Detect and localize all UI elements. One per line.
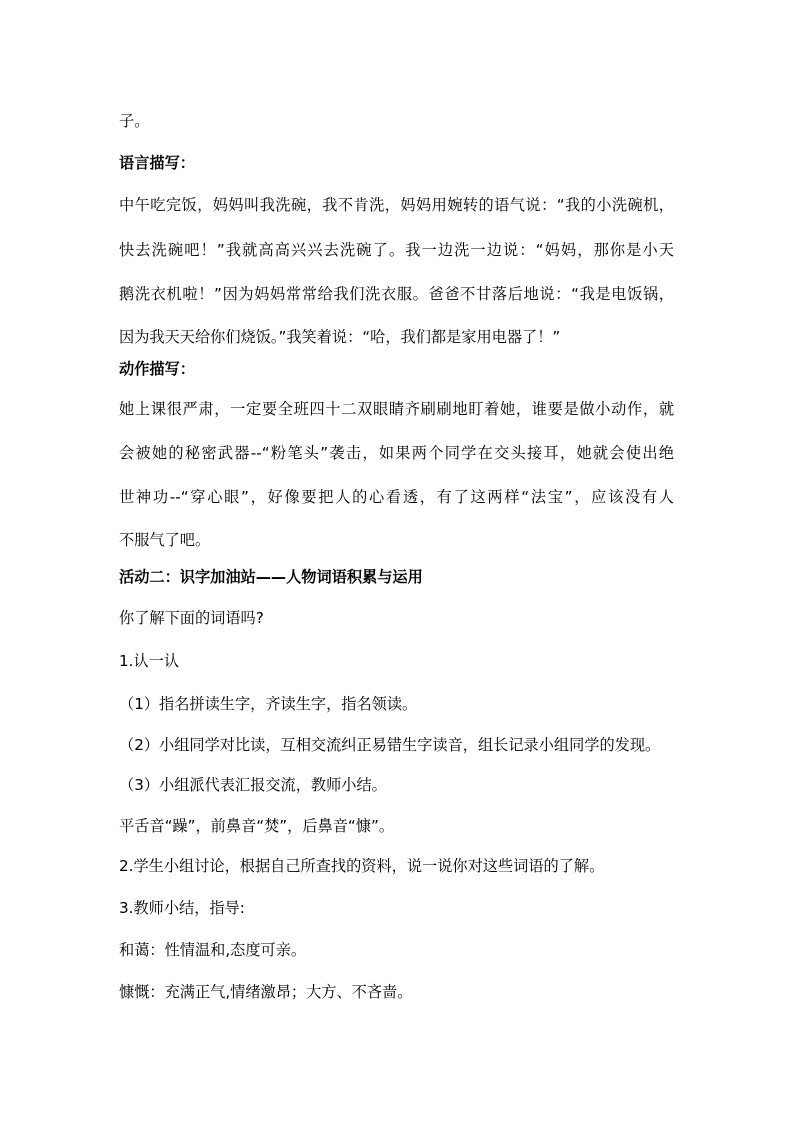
section-heading: 活动二：识字加油站——人物词语积累与运用	[119, 568, 423, 586]
list-item: 3.教师小结，指导:	[119, 899, 245, 917]
definition-line: 慷慨：充满正气,情绪激昂；大方、不吝啬。	[119, 983, 413, 1001]
paragraph-line: 会被她的秘密武器--“粉笔头”袭击，如果两个同学在交头接耳，她就会使出绝	[119, 444, 674, 462]
paragraph-line: 快去洗碗吧！”我就高高兴兴去洗碗了。我一边洗一边说：“妈妈，那你是小天	[119, 241, 674, 259]
definition-line: 和蔼：性情温和,态度可亲。	[119, 941, 307, 959]
paragraph-line: 不服气了吧。	[119, 531, 211, 549]
section-heading: 动作描写：	[119, 360, 195, 378]
paragraph-line: 她上课很严肃，一定要全班四十二双眼睛齐刷刷地盯着她，谁要是做小动作，就	[119, 400, 674, 418]
paragraph-line: 子。	[119, 112, 150, 130]
list-item: （3）小组派代表汇报交流，教师小结。	[119, 776, 387, 794]
paragraph-line: 中午吃完饭，妈妈叫我洗碗，我不肯洗，妈妈用婉转的语气说：“我的小洗碗机，	[119, 196, 674, 214]
paragraph-line: 平舌音“躁”，前鼻音“焚”，后鼻音“慷”。	[119, 817, 395, 835]
paragraph-line: 你了解下面的词语吗?	[119, 609, 264, 627]
list-item: （2）小组同学对比读，互相交流纠正易错生字读音，组长记录小组同学的发现。	[119, 736, 661, 754]
section-heading: 语言描写：	[119, 154, 195, 172]
list-item: （1）指名拼读生字，齐读生字，指名领读。	[119, 695, 418, 713]
paragraph-line: 世神功--“穿心眼”，好像要把人的心看透，有了这两样“法宝”，应该没有人	[119, 488, 674, 506]
paragraph-line: 鹅洗衣机啦！”因为妈妈常常给我们洗衣服。爸爸不甘落后地说：“我是电饭锅，	[119, 285, 674, 303]
paragraph-line: 因为我天天给你们烧饭。”我笑着说：“哈，我们都是家用电器了！”	[119, 328, 561, 346]
list-item: 1.认一认	[119, 652, 180, 670]
list-item: 2.学生小组讨论，根据自己所查找的资料，说一说你对这些词语的了解。	[119, 857, 605, 875]
